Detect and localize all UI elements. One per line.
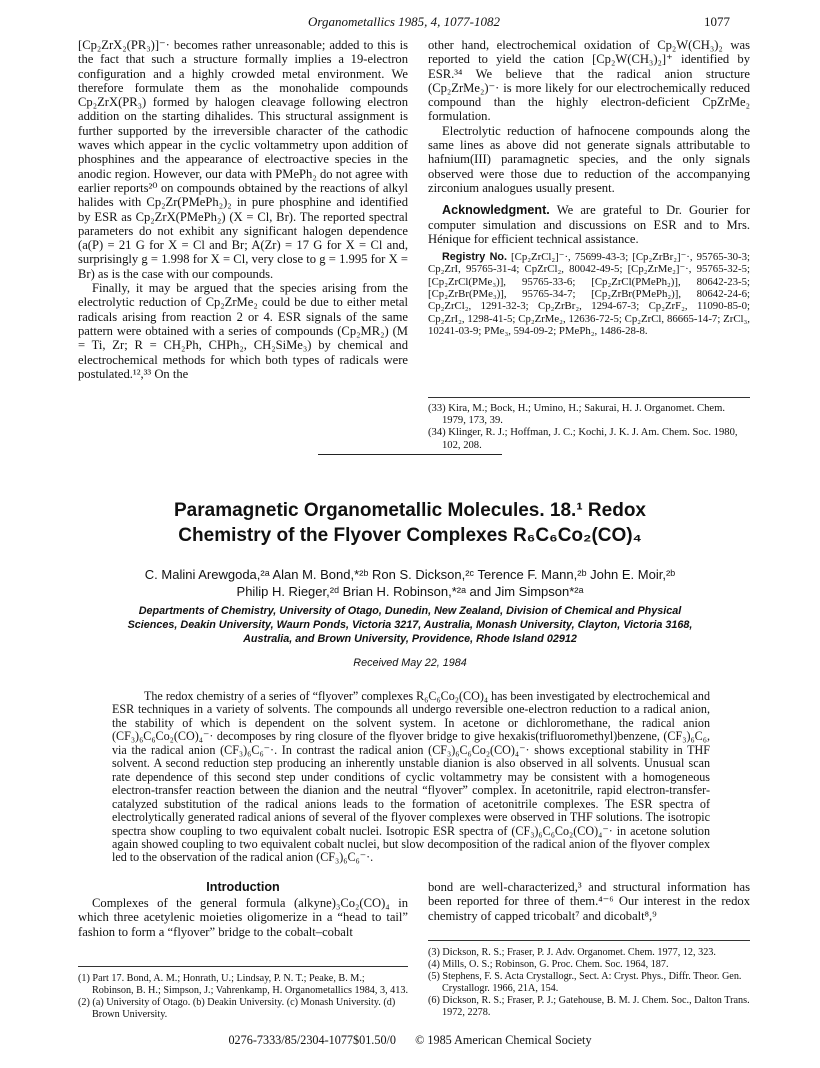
footnote-item: (5) Stephens, F. S. Acta Crystallogr., Sect. A: Cryst. Phys., Diffr. Theor. Gen. Crystallogr. 1966, 21A, 154. [428,970,742,994]
body-paragraph: Complexes of the general formula (alkyne)₃Co₂(CO)₄ in which three acetylenic moieties oligomerize in a “head to tail” fashion to form a “flyover” bridge to the cobalt–cobalt [78,896,408,939]
affiliation-line: Australia, and Brown University, Providence, Rhode Island 02912 [243,633,577,645]
footnotes-right [428,940,750,1018]
top-right-column [428,38,750,337]
footnote-item: (2) (a) University of Otago. (b) Deakin University. (c) Monash University. (d) Brown University. [78,996,396,1020]
body-paragraph: Finally, it may be argued that the species arising from the electrolytic reduction of Cp₂ZrMe₂ could be due to either metal radicals arising from reaction 2 or 4. ESR signals of the same pattern were obtained with a series of compounds (Cp₂MR₂) (M = Ti, Zr; R = CH₂Ph, CHPh₂, CH₂SiMe₃) by chemical and electrochemical methods for which both types of radicals were postulated.¹²,³³ On the [78,281,408,381]
top-references [428,397,750,452]
registry-numbers [428,251,750,337]
section-heading-introduction: Introduction [206,880,280,894]
footnote-item: (4) Mills, O. S.; Robinson, G. Proc. Chem. Soc. 1964, 187. [428,958,669,970]
registry-text: [Cp₂ZrCl₂]⁻·, 75699-43-3; [Cp₂ZrBr₂]⁻·, 95765-30-3; Cp₂ZrI, 95765-31-4; CpZrCl₂, 80042-49-5; [Cp₂ZrMe₂]⁻·, 95765-32-5; [Cp₂ZrCl(PMe₃)], 95765-33-6; [Cp₂ZrCl(PMePh₂)], 80642-23-5; [Cp₂ZrBr(PMe₃)], 95765-34-7; [Cp₂ZrBr(PMePh₂)], 80642-24-6; Cp₂ZrCl₂, 1291-32-3; Cp₂ZrBr₂, 1294-67-3; Cp₂ZrF₂, 11090-85-0; Cp₂ZrI₂, 1298-41-5; Cp₂ZrMe₂, 12636-72-5; Cp₂ZrCl, 86665-14-7; ZrCl₃, 10241-03-9; PMe₃, 594-09-2; PMePh₂, 1486-28-8. [428,251,751,337]
top-left-column [78,38,408,381]
reference-item: (34) Klinger, R. J.; Hoffman, J. C.; Kochi, J. K. J. Am. Chem. Soc. 1980, 102, 208. [428,427,738,451]
intro-left-column [78,896,408,939]
price-code: 0276-7333/85/2304-1077$01.50/0 [228,1033,397,1047]
author-list [60,566,760,600]
body-paragraph: bond are well-characterized,³ and structural information has been reported for three of them.⁴⁻⁶ Our interest in the redox chemistry of capped tricobalt⁷ and dicobalt⁸,⁹ [428,880,750,923]
page-number: 1077 [704,14,730,29]
body-paragraph: Electrolytic reduction of hafnocene compounds along the same lines as above did not generate signals attributable to hafnium(III) paramagnetic species, and the only signals observed were those due to reduction of the accompanying zirconium analogues usually present. [428,123,750,195]
acknowledgment-heading: Acknowledgment. [442,203,550,218]
affiliation-line: Sciences, Deakin University, Waurn Ponds, Victoria 3217, Australia, Monash University, Clayton, Victoria 3168, [127,619,693,631]
article-title [0,498,820,548]
body-paragraph: [Cp₂ZrX₂(PR₃)]⁻· becomes rather unreasonable; added to this is the fact that such a structure formally implies a 19-electron configuration and a highly crowded metal environment. We therefore formulate them as the monohalide compounds Cp₂ZrX(PR₃) formed by halogen cleavage following electron addition on the starting dihalides. This structural assignment is further supported by the irreversible character of the cathodic waves which appear in the cyclic voltammetry upon addition of phosphines and the appearance of electroactive species in the anodic region. However, our data with PMePh₂ do not agree with earlier reports²⁰ on compounds obtained by the reactions of alkyl halides with Cp₂Zr(PMePh₂)₂ in pure phosphine and identified by ESR as Cp₂ZrX(PMePh₂) (X = Cl, Br). The reported spectral parameters do not exhibit any significant halogen dependence (a(P) = 21 G for X = Cl and Br; A(Zr) = 17 G for X = Cl and, surprisingly g = 1.998 for X = Cl, very close to g = 1.995 for X = Br) as is the case with our compounds. [78,38,408,281]
body-paragraph: other hand, electrochemical oxidation of Cp₂W(CH₃)₂ was reported to yield the cation [Cp₂W(CH₃)₂]⁺ identified by ESR.³⁴ We believe that the radical anion structure (Cp₂ZrMe₂)⁻· is more likely for our electrochemically reduced compound than the highly electron-deficient CpZrMe₂ formulation. [428,38,750,124]
affiliation-line: Departments of Chemistry, University of Otago, Dunedin, New Zealand, Division of Chemical and Physical [138,605,682,617]
title-line: Chemistry of the Flyover Complexes R₆C₆Co₂(CO)₄ [178,525,642,546]
journal-citation: Organometallics 1985, 4, 1077-1082 [308,14,500,29]
authors-line: C. Malini Arewgoda,²ᵃ Alan M. Bond,*²ᵇ Ron S. Dickson,²ᶜ Terence F. Mann,²ᵇ John E. Moir,²ᵇ [144,567,676,582]
copyright: © 1985 American Chemical Society [415,1033,592,1047]
abstract: The redox chemistry of a series of “flyover” complexes R₆C₆Co₂(CO)₄ has been investigated by electrochemical and ESR techniques in a variety of solvents. The compounds all undergo reversible one-electron reduction to a radical anion, the stability of which is dependent on the solvent system. In acetone or dichloromethane, the radical anion (CF₃)₆C₆Co₂(CO)₄⁻· decomposes by ring closure of the flyover bridge to give hexakis(trifluoromethyl)benzene, (CF₃)₆C₆, via the radical anion (CF₃)₆C₆⁻·. In contrast the radical anion (CF₃)₆C₆Co₂(CO)₄⁻· shows exceptional stability in THF solvent. A second reduction step producing an inherently unstable dianion is also observed in all solvents. Unusual scan rate dependence of this second step under conditions of cyclic voltammetry may be consistent with a homogeneous electron-transfer reaction between the dianion and the neutral “flyover” complex. In acetonitrile, rapid electron-transfer-catalyzed substitution of the radical anions leads to the formation of acetonitrile complexes. The ESR spectra of electrolytically generated radical anions of several of the flyover complexes were observed in THF solutions. The isotropic spectra show coupling to two equivalent cobalt nuclei. Isotropic ESR spectra of (CF₃)₆C₆Co₂(CO)₄⁻· in acetone solution again showed coupling to two equivalent cobalt nuclei, but slow decomposition of the radical anion of the flyover complex led to the observation of the radical anion (CF₃)₆C₆⁻·. [112,689,710,865]
intro-right-column [428,880,750,923]
footnote-item: (6) Dickson, R. S.; Fraser, P. J.; Gatehouse, B. M. J. Chem. Soc., Dalton Trans. 1972, 2278. [428,994,750,1018]
page-footer [0,1033,820,1048]
affiliations [90,604,730,646]
running-head [78,14,730,30]
authors-line: Philip H. Rieger,²ᵈ Brian H. Robinson,*²ᵃ and Jim Simpson*²ᵃ [236,584,584,599]
received-date: Received May 22, 1984 [353,657,467,669]
footnote-item: (3) Dickson, R. S.; Fraser, P. J. Adv. Organomet. Chem. 1977, 12, 323. [428,947,716,958]
acknowledgment [428,203,750,246]
acknowledgment-text: We are grateful to Dr. Gourier for computer simulation and discussions on ESR and to Mrs. Hénique for efficient technical assistance. [428,203,751,246]
title-line: Paramagnetic Organometallic Molecules. 18.¹ Redox [174,500,646,521]
article-divider [318,454,502,455]
reference-item: (33) Kira, M.; Bock, H.; Umino, H.; Sakurai, H. J. Organomet. Chem. 1979, 173, 39. [428,403,725,427]
footnotes-left [78,966,408,1021]
registry-heading: Registry No. [442,251,507,264]
footnote-item: (1) Part 17. Bond, A. M.; Honrath, U.; Lindsay, P. N. T.; Peake, B. M.; Robinson, B. H.; Simpson, J.; Vahrenkamp, H. Organometallics 1984, 3, 413. [78,973,408,996]
